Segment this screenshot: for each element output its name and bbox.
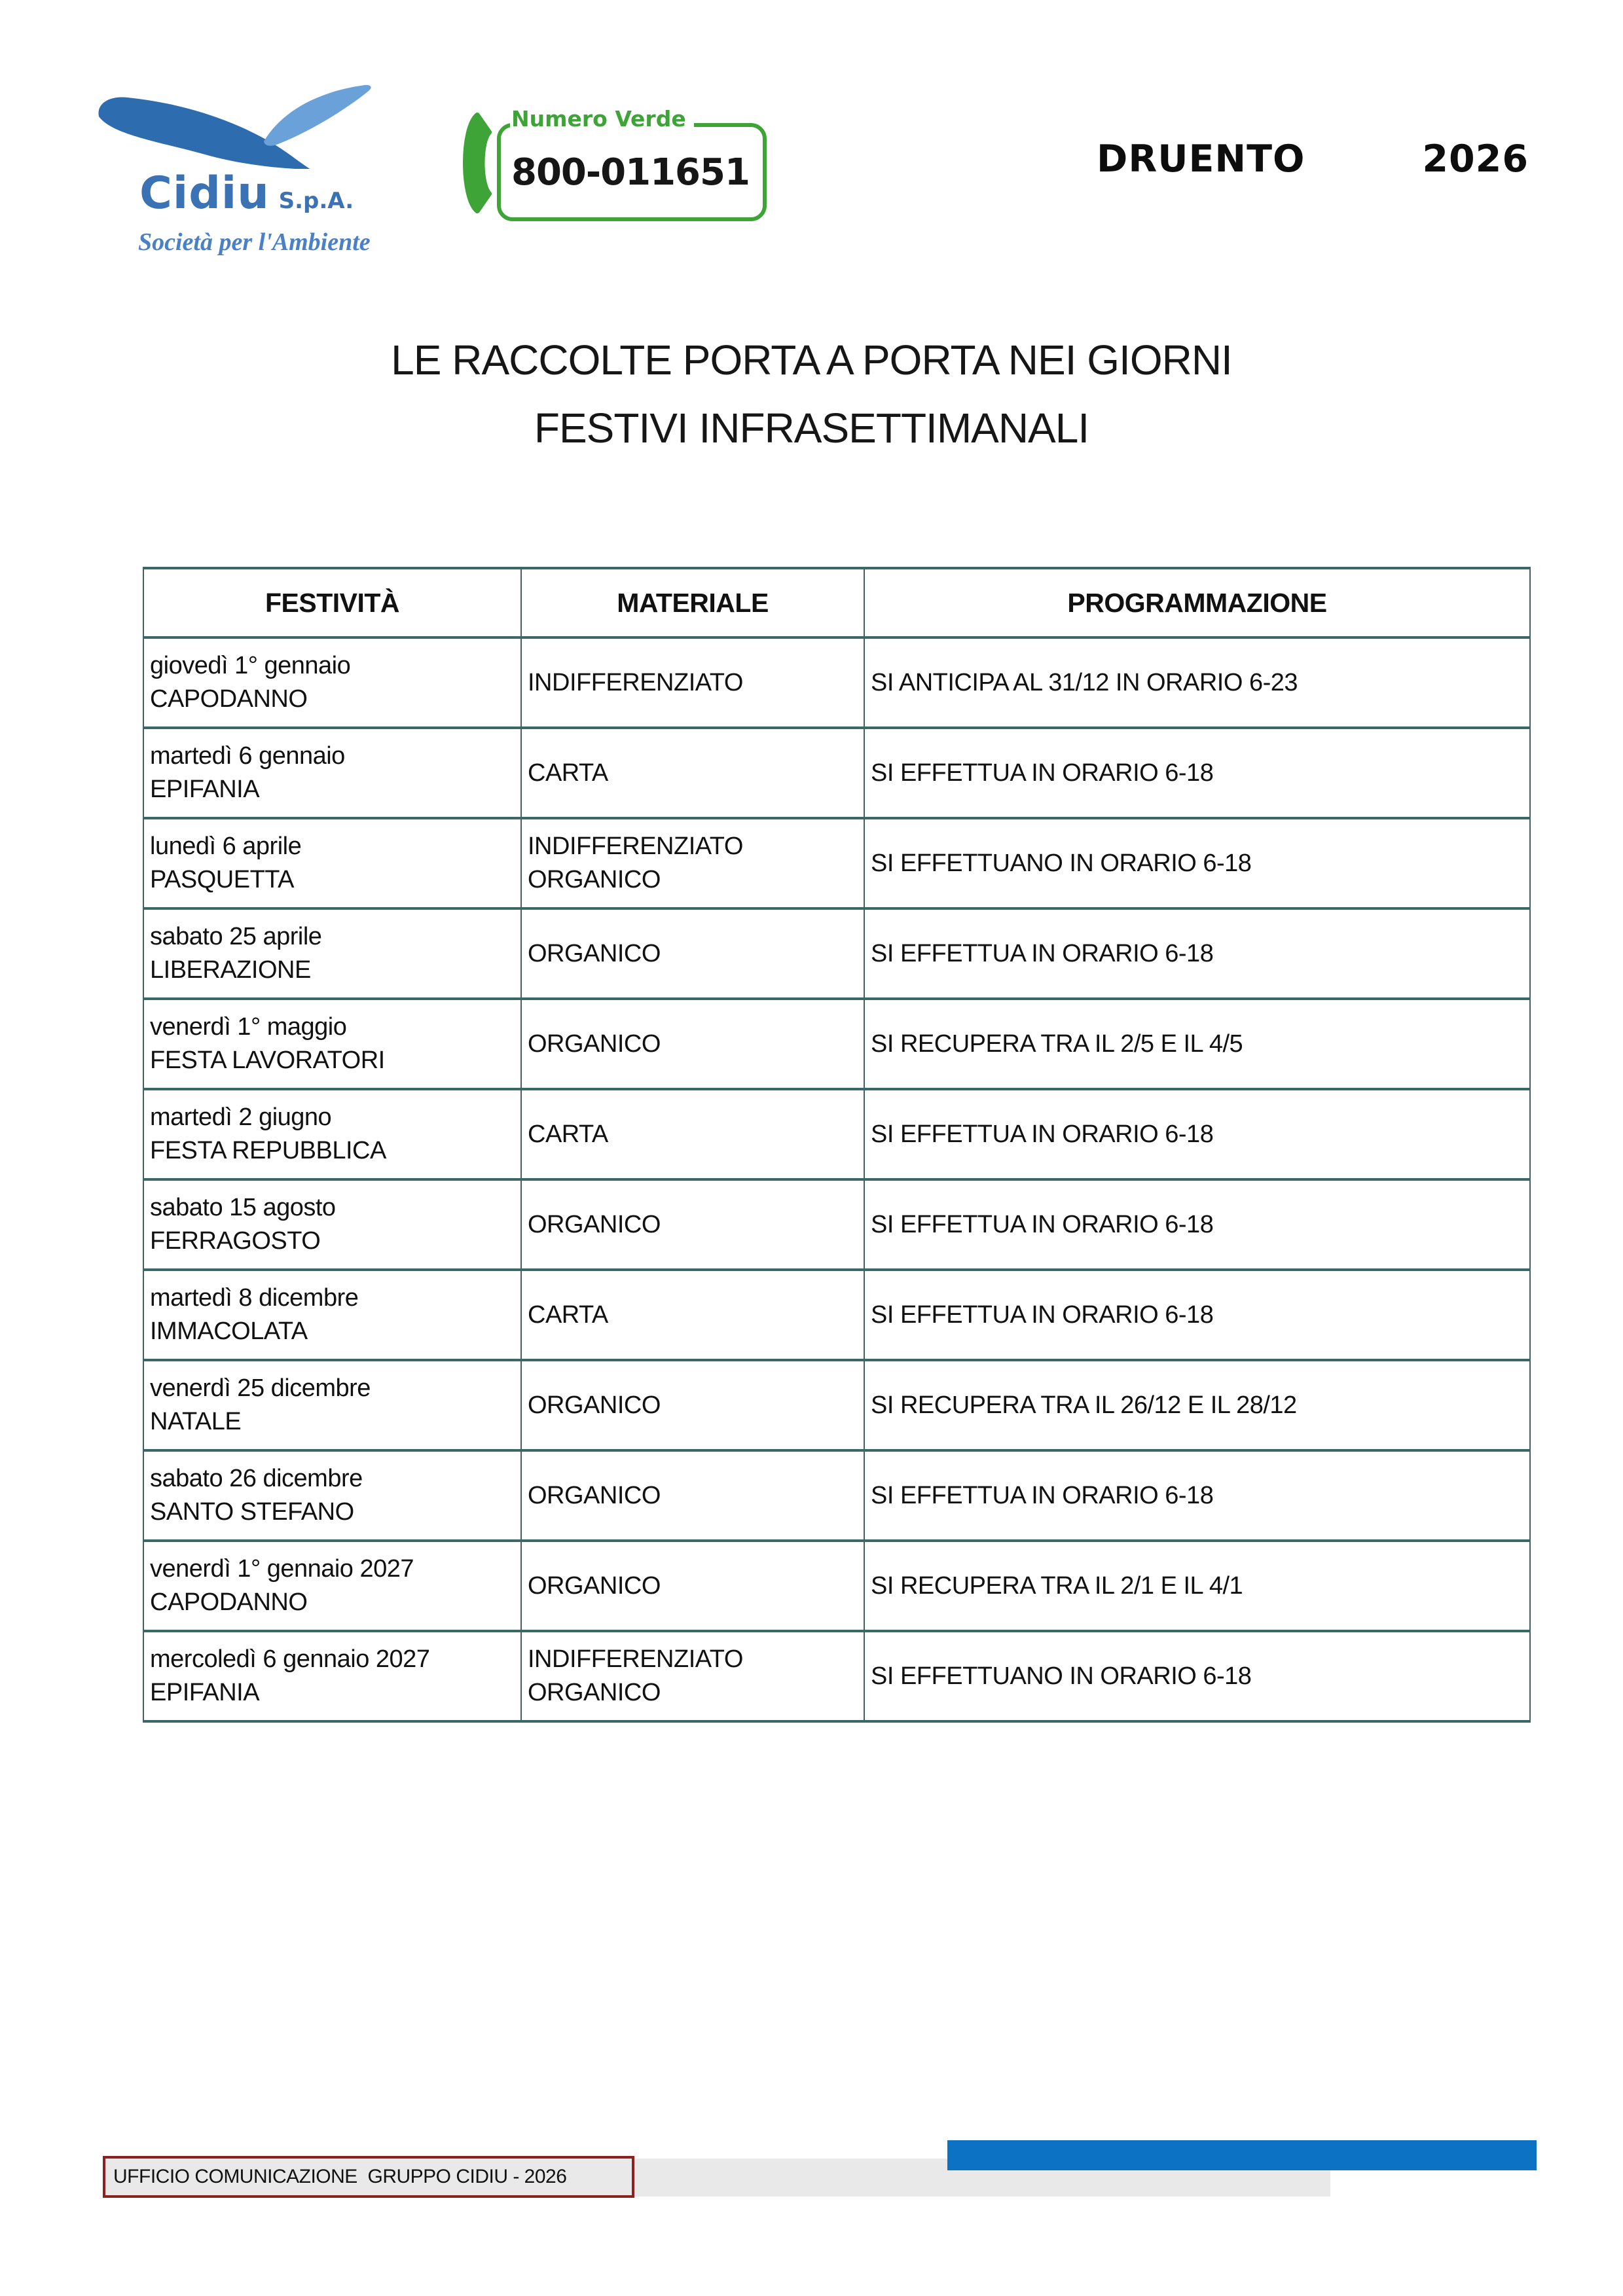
festivita-date: martedì 6 gennaio [150, 742, 345, 770]
column-header-programmazione: PROGRAMMAZIONE [864, 568, 1530, 637]
festivita-holiday: FESTA LAVORATORI [150, 1047, 385, 1074]
phone-icon [455, 110, 497, 216]
column-header-festivita: FESTIVITÀ [143, 568, 521, 637]
festivita-date: sabato 25 aprile [150, 923, 322, 950]
materiale-line: INDIFFERENZIATO [528, 668, 743, 696]
cidiu-logo [95, 84, 376, 260]
table-row [143, 1270, 1530, 1360]
cell-programmazione [864, 999, 1530, 1089]
table-row [143, 1541, 1530, 1631]
table-row [143, 999, 1530, 1089]
cell-programmazione [864, 728, 1530, 818]
cell-festivita [143, 1089, 521, 1179]
festivita-date: giovedì 1° gennaio [150, 652, 351, 679]
cell-programmazione [864, 1631, 1530, 1721]
numero-verde-badge [455, 102, 776, 226]
cell-festivita [143, 818, 521, 908]
cell-programmazione [864, 1360, 1530, 1450]
cell-materiale [521, 637, 864, 728]
materiale-line: INDIFFERENZIATO [528, 1645, 743, 1673]
cell-festivita [143, 1541, 521, 1631]
table-header-row [143, 568, 1530, 637]
cell-programmazione [864, 818, 1530, 908]
footer-credit-text: UFFICIO COMUNICAZIONE GRUPPO CIDIU - 2026 [113, 2166, 567, 2187]
materiale-line: ORGANICO [528, 1030, 661, 1058]
festivita-holiday: PASQUETTA [150, 866, 295, 893]
programmazione-text: SI EFFETTUANO IN ORARIO 6-18 [871, 1662, 1252, 1690]
cell-festivita [143, 637, 521, 728]
table-row [143, 908, 1530, 999]
cell-materiale [521, 1541, 864, 1631]
cell-festivita [143, 1360, 521, 1450]
table-row [143, 818, 1530, 908]
festivita-holiday: SANTO STEFANO [150, 1498, 354, 1526]
cell-programmazione [864, 1179, 1530, 1270]
cell-programmazione [864, 908, 1530, 999]
festivita-date: sabato 15 agosto [150, 1194, 336, 1221]
page-title-line1: LE RACCOLTE PORTA A PORTA NEI GIORNI [391, 336, 1232, 384]
materiale-line: ORGANICO [528, 939, 661, 967]
column-header-materiale: MATERIALE [521, 568, 864, 637]
materiale-line: ORGANICO [528, 866, 661, 893]
cell-festivita [143, 1631, 521, 1721]
programmazione-text: SI EFFETTUA IN ORARIO 6-18 [871, 759, 1214, 787]
table-row [143, 1631, 1530, 1721]
programmazione-text: SI ANTICIPA AL 31/12 IN ORARIO 6-23 [871, 668, 1298, 696]
materiale-line: ORGANICO [528, 1391, 661, 1419]
cell-materiale [521, 728, 864, 818]
cell-programmazione [864, 1089, 1530, 1179]
festivita-holiday: CAPODANNO [150, 685, 308, 713]
programmazione-text: SI RECUPERA TRA IL 26/12 E IL 28/12 [871, 1391, 1297, 1419]
materiale-line: ORGANICO [528, 1481, 661, 1509]
festivita-date: lunedì 6 aprile [150, 833, 302, 860]
cell-programmazione [864, 637, 1530, 728]
numero-verde-label: Numero Verde [510, 106, 694, 132]
cell-materiale [521, 1270, 864, 1360]
cell-festivita [143, 908, 521, 999]
materiale-line: INDIFFERENZIATO [528, 833, 743, 860]
festivita-date: mercoledì 6 gennaio 2027 [150, 1645, 430, 1673]
programmazione-text: SI EFFETTUA IN ORARIO 6-18 [871, 939, 1214, 967]
cell-festivita [143, 1450, 521, 1541]
programmazione-text: SI RECUPERA TRA IL 2/5 E IL 4/5 [871, 1030, 1243, 1058]
festivita-date: martedì 2 giugno [150, 1103, 332, 1131]
festivita-holiday: EPIFANIA [150, 1679, 260, 1706]
table-row [143, 1450, 1530, 1541]
schedule-table-body [143, 637, 1530, 1721]
page-title-line2: FESTIVI INFRASETTIMANALI [534, 404, 1089, 452]
materiale-line: ORGANICO [528, 1210, 661, 1238]
footer-credit-box [103, 2156, 634, 2198]
numero-verde-phone: 800-011651 [511, 151, 750, 194]
cell-festivita [143, 1179, 521, 1270]
festivita-holiday: LIBERAZIONE [150, 956, 311, 984]
cidiu-brand-suffix: S.p.A. [278, 188, 354, 214]
cell-materiale [521, 1089, 864, 1179]
materiale-line: ORGANICO [528, 1571, 661, 1600]
festivita-date: venerdì 25 dicembre [150, 1374, 371, 1402]
festivita-holiday: FERRAGOSTO [150, 1227, 321, 1255]
schedule-table [143, 567, 1531, 1723]
cell-festivita [143, 728, 521, 818]
year: 2026 [1422, 137, 1529, 181]
cell-materiale [521, 908, 864, 999]
cell-programmazione [864, 1450, 1530, 1541]
city-name: DRUENTO [1097, 137, 1305, 181]
cidiu-swoosh-icon [95, 84, 376, 169]
cell-festivita [143, 1270, 521, 1360]
cell-materiale [521, 999, 864, 1089]
cell-materiale [521, 1631, 864, 1721]
programmazione-text: SI EFFETTUA IN ORARIO 6-18 [871, 1120, 1214, 1148]
footer-blue-bar [947, 2140, 1537, 2170]
festivita-holiday: IMMACOLATA [150, 1318, 308, 1345]
table-row [143, 728, 1530, 818]
table-row [143, 1089, 1530, 1179]
festivita-date: venerdì 1° maggio [150, 1013, 347, 1041]
programmazione-text: SI EFFETTUANO IN ORARIO 6-18 [871, 849, 1252, 877]
materiale-line: CARTA [528, 1120, 608, 1148]
festivita-date: martedì 8 dicembre [150, 1284, 359, 1312]
cell-festivita [143, 999, 521, 1089]
festivita-holiday: FESTA REPUBBLICA [150, 1137, 386, 1164]
programmazione-text: SI RECUPERA TRA IL 2/1 E IL 4/1 [871, 1571, 1243, 1600]
festivita-holiday: CAPODANNO [150, 1588, 308, 1616]
programmazione-text: SI EFFETTUA IN ORARIO 6-18 [871, 1210, 1214, 1238]
numero-verde-box [497, 123, 767, 221]
table-row [143, 1179, 1530, 1270]
materiale-line: ORGANICO [528, 1679, 661, 1706]
cell-materiale [521, 1179, 864, 1270]
materiale-line: CARTA [528, 759, 608, 787]
cell-materiale [521, 1450, 864, 1541]
table-row [143, 1360, 1530, 1450]
cidiu-brand-text: Cidiu [139, 168, 270, 219]
cidiu-tagline: Società per l'Ambiente [138, 228, 371, 256]
materiale-line: CARTA [528, 1300, 608, 1329]
cell-materiale [521, 818, 864, 908]
festivita-holiday: EPIFANIA [150, 776, 260, 803]
cidiu-wordmark [139, 168, 354, 219]
table-row [143, 637, 1530, 728]
festivita-date: sabato 26 dicembre [150, 1465, 363, 1492]
festivita-holiday: NATALE [150, 1408, 242, 1435]
cell-materiale [521, 1360, 864, 1450]
programmazione-text: SI EFFETTUA IN ORARIO 6-18 [871, 1300, 1214, 1329]
festivita-date: venerdì 1° gennaio 2027 [150, 1555, 414, 1583]
place-year [1097, 137, 1529, 181]
cell-programmazione [864, 1541, 1530, 1631]
page-title [0, 326, 1623, 462]
programmazione-text: SI EFFETTUA IN ORARIO 6-18 [871, 1481, 1214, 1509]
cell-programmazione [864, 1270, 1530, 1360]
